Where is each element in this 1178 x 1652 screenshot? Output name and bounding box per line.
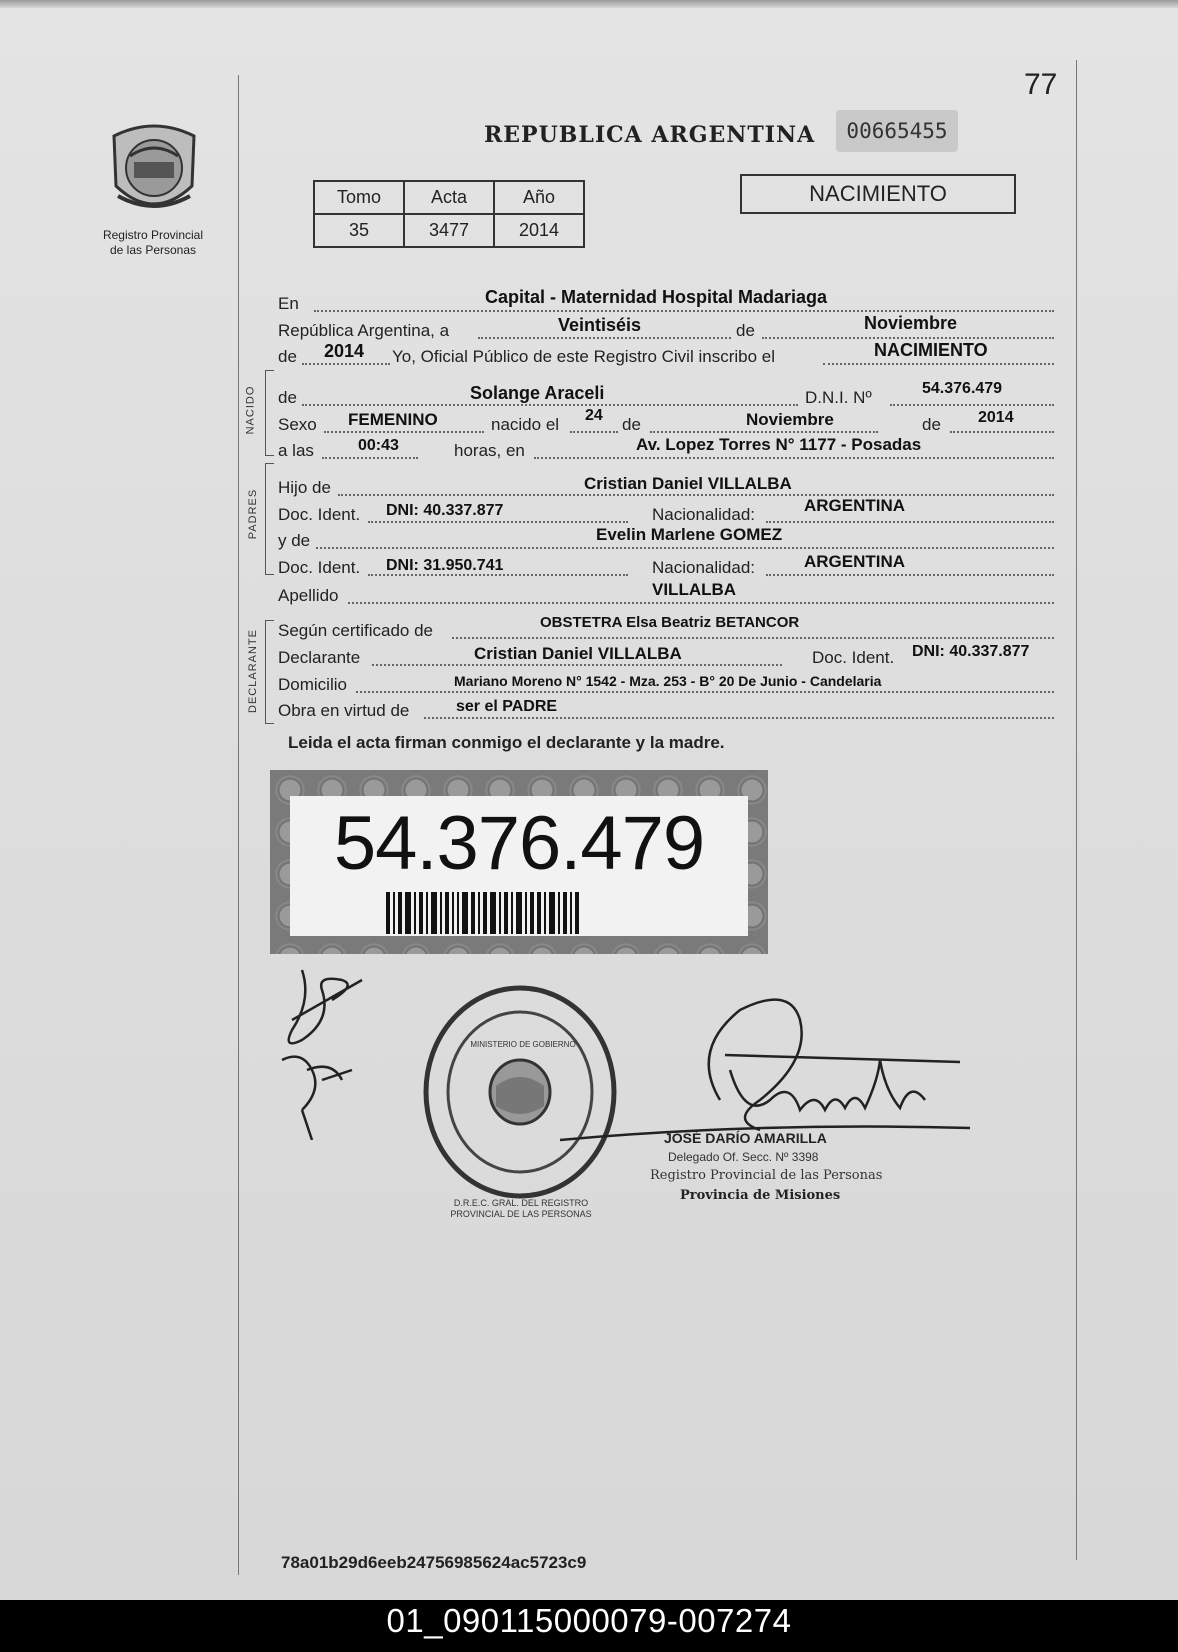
value-madre-doc: DNI: 31.950.741 <box>386 557 504 574</box>
value-mes: Noviembre <box>864 313 958 333</box>
row-declarante <box>278 644 1058 668</box>
label-doc-ident-1: Doc. Ident. <box>278 505 361 524</box>
row-sexo <box>278 407 1058 435</box>
value-dia-nac: 24 <box>585 407 603 424</box>
registry-table <box>313 180 585 248</box>
row-apellido <box>278 582 1058 606</box>
official-name: JOSÉ DARÍO AMARILLA <box>664 1130 827 1146</box>
official-province: Provincia de Misiones <box>680 1188 841 1203</box>
stamp-inner-text: MINISTERIO DE GOBIERNO <box>470 1040 576 1049</box>
dots <box>452 637 1054 639</box>
value-obra: ser el PADRE <box>456 698 558 715</box>
value-sexo: FEMENINO <box>348 410 438 429</box>
row-hora <box>278 437 1058 461</box>
label-oficial: Yo, Oficial Público de este Registro Civil inscribo el <box>392 347 775 366</box>
label-nacionalidad-1: Nacionalidad: <box>652 505 756 524</box>
label-y-de: y de <box>278 531 311 550</box>
label-de2: de <box>622 415 641 434</box>
label-domicilio: Domicilio <box>278 675 347 694</box>
dots <box>302 404 798 406</box>
stamp-ring-text: D.R.E.C. GRAL. DEL REGISTRO PROVINCIAL DE LAS PERSONAS <box>450 1198 592 1219</box>
dni-sticker-inner <box>290 796 748 936</box>
right-margin-line <box>1076 60 1077 1560</box>
value-madre-nac: ARGENTINA <box>804 552 906 571</box>
row-inscripcion <box>278 340 1058 367</box>
dots <box>762 337 1054 339</box>
dots <box>650 431 878 433</box>
dots <box>314 310 1054 312</box>
label-horas: horas, en <box>454 441 525 460</box>
dots <box>356 691 1054 693</box>
dots <box>570 431 618 433</box>
label-dni: D.N.I. Nº <box>805 388 872 407</box>
padres-bracket <box>265 463 274 575</box>
label-obra: Obra en virtud de <box>278 701 410 720</box>
value-tipo: NACIMIENTO <box>874 340 988 360</box>
side-label-declarante: DECLARANTE <box>246 629 259 713</box>
value-declarante-doc: DNI: 40.337.877 <box>912 643 1030 660</box>
label-hijo-de: Hijo de <box>278 478 331 497</box>
barcode-icon <box>386 892 658 934</box>
logo-caption-1: Registro Provincial <box>102 228 204 242</box>
value-hora: 00:43 <box>358 437 399 454</box>
serial-number: 00665455 <box>836 110 958 152</box>
dots <box>302 363 390 365</box>
dots <box>372 664 782 666</box>
page-top-edge <box>0 0 1178 8</box>
value-certificado: OBSTETRA Elsa Beatriz BETANCOR <box>540 614 800 631</box>
dots <box>890 404 1054 406</box>
row-padre <box>278 474 1058 498</box>
header-tomo: Tomo <box>314 181 404 214</box>
row-lugar <box>278 287 1058 314</box>
value-dni: 54.376.479 <box>922 380 1003 397</box>
label-republica: República Argentina, a <box>278 321 450 340</box>
row-domicilio <box>278 671 1058 695</box>
value-padre: Cristian Daniel VILLALBA <box>584 474 792 493</box>
value-padre-doc: DNI: 40.337.877 <box>386 502 504 519</box>
file-identifier: 01_090115000079-007274 <box>386 1602 792 1639</box>
dots <box>348 602 1054 604</box>
dots <box>534 457 1054 459</box>
value-anio: 2014 <box>324 341 365 361</box>
value-dia: Veintiséis <box>558 315 642 335</box>
value-anio-nac: 2014 <box>978 409 1014 426</box>
dots <box>338 494 1054 496</box>
provincial-seal-icon <box>104 116 204 222</box>
dots <box>766 574 1054 576</box>
page-number: 77 <box>1024 68 1058 101</box>
value-domicilio: Mariano Moreno N° 1542 - Mza. 253 - B° 20 De Junio - Candelaria <box>454 673 882 689</box>
dots <box>424 717 1054 719</box>
row-fecha <box>278 313 1058 341</box>
dni-sticker-number: 54.376.479 <box>333 801 705 886</box>
value-acta: 3477 <box>404 214 494 247</box>
document-hash: 78a01b29d6eeb24756985624ac5723c9 <box>281 1553 587 1572</box>
label-doc-ident-3: Doc. Ident. <box>812 648 895 667</box>
dots <box>324 431 484 433</box>
dots <box>823 363 1054 365</box>
label-nacionalidad-2: Nacionalidad: <box>652 558 756 577</box>
dots <box>766 521 1054 523</box>
nacido-bracket <box>265 370 274 456</box>
value-tomo: 35 <box>314 214 404 247</box>
value-madre: Evelin Marlene GOMEZ <box>596 525 783 544</box>
value-padre-nac: ARGENTINA <box>804 496 906 515</box>
label-segun: Según certificado de <box>278 621 433 640</box>
value-declarante: Cristian Daniel VILLALBA <box>474 644 682 663</box>
label-apellido: Apellido <box>278 586 339 605</box>
official-office: Registro Provincial de las Personas <box>650 1168 883 1183</box>
label-a-las: a las <box>278 441 314 460</box>
side-label-padres: PADRES <box>247 488 260 540</box>
side-label-nacido: NACIDO <box>244 385 257 435</box>
dots <box>478 337 731 339</box>
header-anio: Año <box>494 181 584 214</box>
dots <box>316 547 1054 549</box>
closing-statement: Leida el acta firman conmigo el declarante y la madre. <box>288 733 725 752</box>
label-doc-ident-2: Doc. Ident. <box>278 558 361 577</box>
label-de3: de <box>922 415 941 434</box>
dots <box>950 431 1054 433</box>
row-madre <box>278 527 1058 551</box>
label-sexo: Sexo <box>278 415 317 434</box>
label-de-name: de <box>278 388 297 407</box>
dni-sticker <box>270 770 768 954</box>
row-obra <box>278 697 1058 721</box>
row-madre-doc <box>278 554 1058 578</box>
value-mes-nac: Noviembre <box>746 410 834 429</box>
label-nacido-el: nacido el <box>491 415 560 434</box>
header-acta: Acta <box>404 181 494 214</box>
left-margin-line <box>238 75 239 1575</box>
country-title: REPUBLICA ARGENTINA <box>484 122 816 148</box>
declarant-signature-icon <box>262 960 382 1140</box>
value-anio: 2014 <box>494 214 584 247</box>
value-nombre: Solange Araceli <box>470 383 605 403</box>
label-de-month: de <box>736 321 755 340</box>
row-certificado <box>278 614 1058 641</box>
row-nombre <box>278 380 1058 408</box>
value-domicilio-nac: Av. Lopez Torres N° 1177 - Posadas <box>636 435 922 454</box>
dots <box>368 521 628 523</box>
declarante-bracket <box>265 620 274 724</box>
label-en: En <box>278 294 299 313</box>
dots <box>322 457 418 459</box>
official-title: Delegado Of. Secc. Nº 3398 <box>668 1150 819 1164</box>
document-type-box: NACIMIENTO <box>740 174 1016 214</box>
row-padre-doc <box>278 496 1058 525</box>
value-lugar: Capital - Maternidad Hospital Madariaga <box>485 287 828 307</box>
value-apellido: VILLALBA <box>652 580 737 599</box>
logo-caption-2: de las Personas <box>109 243 197 257</box>
label-declarante: Declarante <box>278 648 361 667</box>
label-de-year: de <box>278 347 297 366</box>
